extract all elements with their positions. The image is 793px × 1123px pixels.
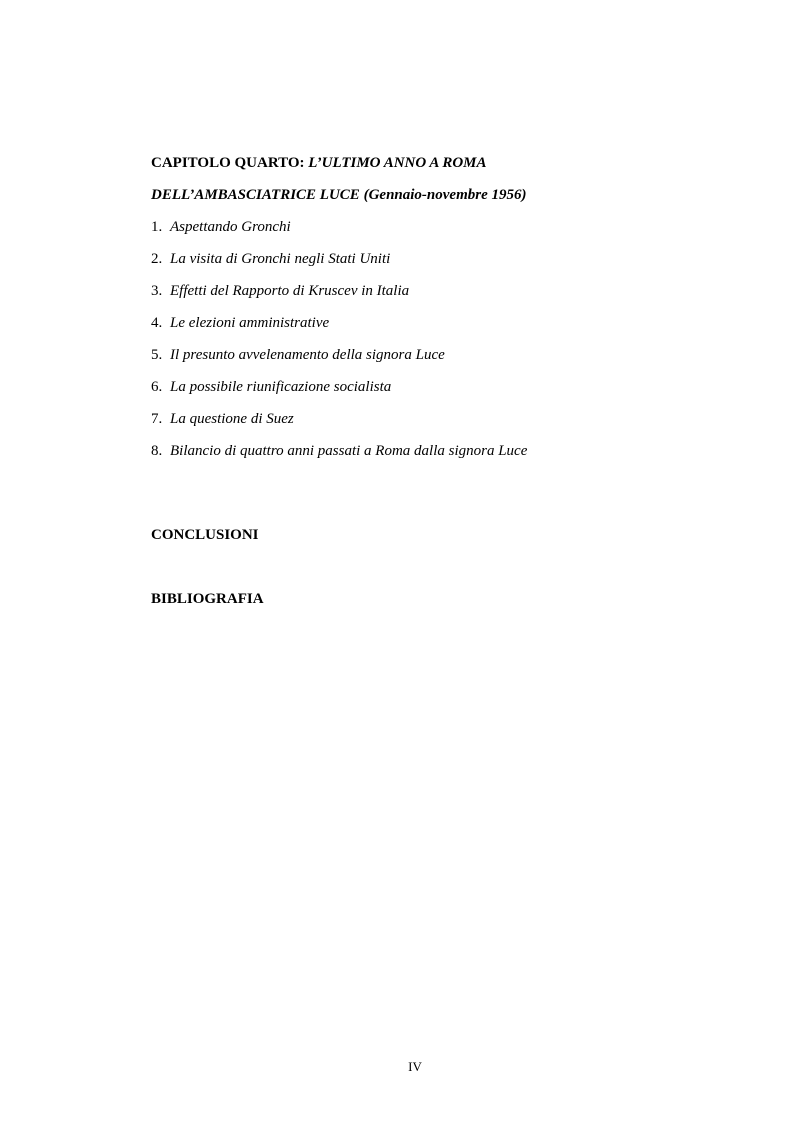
toc-item [151, 409, 731, 429]
toc-item-number: 5. [151, 347, 163, 363]
chapter-heading-line-2 [151, 185, 731, 205]
toc-item-number: 4. [151, 315, 163, 331]
chapter-title-part2: DELL’AMBASCIATRICE LUCE [151, 187, 360, 203]
toc-item-number: 8. [151, 443, 163, 459]
chapter-heading-line-1 [151, 153, 731, 173]
toc-item [151, 281, 731, 301]
toc-item-title: Bilancio di quattro anni passati a Roma dalla signora Luce [170, 443, 528, 459]
toc-item-number: 3. [151, 283, 163, 299]
toc-item [151, 249, 731, 269]
toc-item-title: Le elezioni amministrative [170, 315, 330, 331]
toc-item-number: 7. [151, 411, 163, 427]
toc-item-title: La possibile riunificazione socialista [170, 379, 392, 395]
toc-item-title: La questione di Suez [170, 411, 294, 427]
toc-list [151, 217, 731, 461]
toc-item-title: La visita di Gronchi negli Stati Uniti [170, 251, 391, 267]
toc-item-number: 2. [151, 251, 163, 267]
toc-item [151, 441, 731, 461]
toc-item-number: 1. [151, 219, 163, 235]
toc-item [151, 345, 731, 365]
toc-item [151, 313, 731, 333]
toc-item [151, 377, 731, 397]
chapter-dates: (Gennaio-novembre 1956) [359, 187, 527, 203]
toc-item-number: 6. [151, 379, 163, 395]
page-number: IV [408, 1059, 422, 1074]
toc-item-title: Il presunto avvelenamento della signora Luce [170, 347, 445, 363]
section-conclusioni: CONCLUSIONI [151, 527, 259, 543]
toc-item [151, 217, 731, 237]
section-bibliografia: BIBLIOGRAFIA [151, 591, 264, 607]
toc-item-title: Aspettando Gronchi [170, 219, 291, 235]
table-of-contents [151, 153, 731, 609]
chapter-title-part1: L’ULTIMO ANNO A ROMA [308, 155, 487, 171]
chapter-prefix: CAPITOLO QUARTO: [151, 155, 309, 171]
toc-item-title: Effetti del Rapporto di Kruscev in Italia [170, 283, 410, 299]
